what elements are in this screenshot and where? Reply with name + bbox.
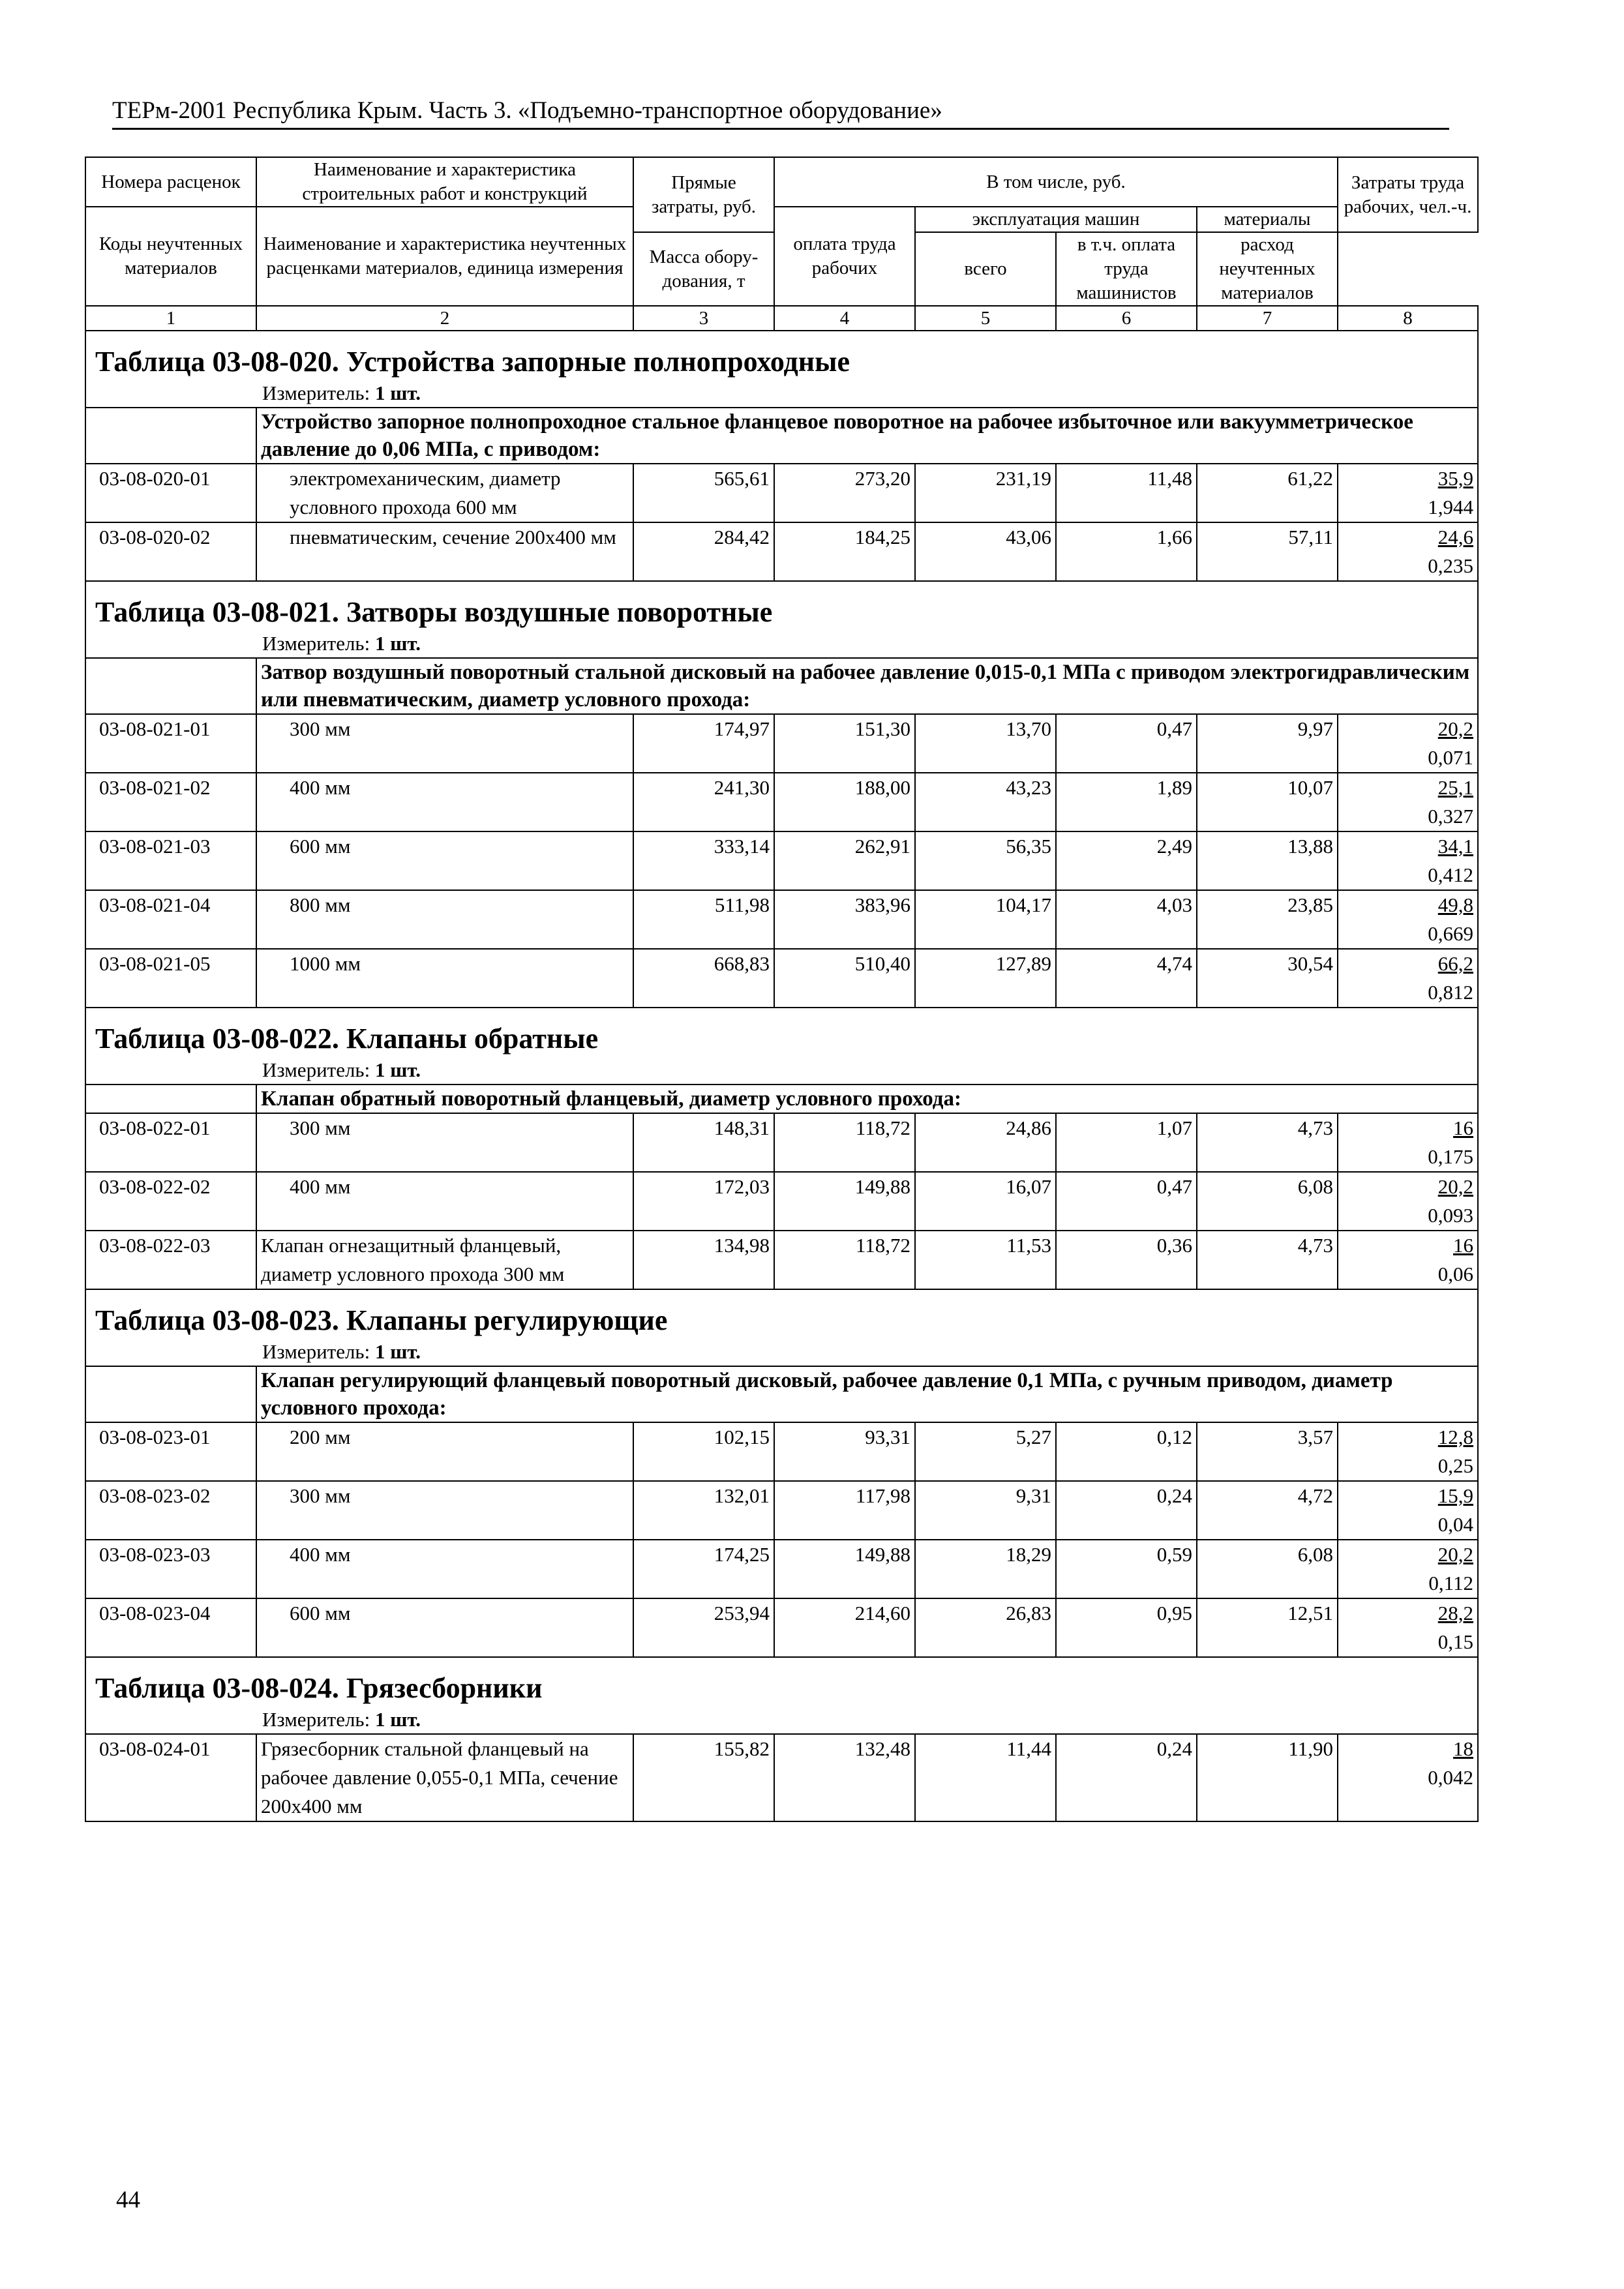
col-number: 4 bbox=[774, 306, 915, 331]
rate-name: Клапан огнезащитный фланцевый, диаметр условного прохода 300 мм bbox=[256, 1231, 633, 1289]
table-row bbox=[85, 714, 1478, 773]
labor-hours: 24,6 bbox=[1437, 526, 1473, 548]
section-spacer bbox=[85, 1085, 256, 1113]
section-spacer bbox=[85, 408, 256, 464]
rate-direct: 241,30 bbox=[633, 773, 774, 831]
col2-bottom-header: Наименование и характеристика неучтенных расценками материалов, единица измерения bbox=[256, 207, 633, 306]
section-row bbox=[85, 1366, 1478, 1422]
rate-labor-mass bbox=[1338, 831, 1478, 890]
rate-labor: 383,96 bbox=[774, 890, 915, 949]
labor-hours: 35,9 bbox=[1437, 467, 1473, 490]
rate-materials: 3,57 bbox=[1197, 1422, 1338, 1481]
table-row bbox=[85, 1734, 1478, 1821]
rate-direct: 134,98 bbox=[633, 1231, 774, 1289]
measure-unit-row bbox=[85, 1338, 1478, 1366]
rate-drivers: 4,03 bbox=[1056, 890, 1197, 949]
page-header: ТЕРм-2001 Республика Крым. Часть 3. «Подъемно-транспортное оборудование» bbox=[112, 97, 1449, 130]
rate-code: 03-08-021-03 bbox=[85, 831, 256, 890]
measure-unit-label: Измеритель: bbox=[262, 1708, 370, 1731]
rate-labor: 118,72 bbox=[774, 1113, 915, 1172]
rate-materials: 9,97 bbox=[1197, 714, 1338, 773]
table-title: Таблица 03-08-023. Клапаны регулирующие bbox=[85, 1289, 1478, 1338]
col-number: 5 bbox=[915, 306, 1056, 331]
rate-materials: 4,72 bbox=[1197, 1481, 1338, 1540]
col5-header: всего bbox=[915, 232, 1056, 306]
labor-hours: 18 bbox=[1453, 1737, 1473, 1760]
rate-labor-mass bbox=[1338, 464, 1478, 522]
rate-machines: 56,35 bbox=[915, 831, 1056, 890]
rate-code: 03-08-023-01 bbox=[85, 1422, 256, 1481]
rate-labor-mass bbox=[1338, 1481, 1478, 1540]
section-spacer bbox=[85, 658, 256, 714]
col-number: 6 bbox=[1056, 306, 1197, 331]
table-title-row bbox=[85, 1657, 1478, 1706]
rate-materials: 6,08 bbox=[1197, 1540, 1338, 1598]
labor-hours: 20,2 bbox=[1437, 1175, 1473, 1198]
measure-unit-value: 1 шт. bbox=[374, 1708, 421, 1731]
equipment-mass: 0,25 bbox=[1437, 1454, 1473, 1477]
rate-materials: 30,54 bbox=[1197, 949, 1338, 1008]
machines-header: эксплуатация машин bbox=[915, 207, 1197, 232]
rate-direct: 155,82 bbox=[633, 1734, 774, 1821]
rate-labor: 132,48 bbox=[774, 1734, 915, 1821]
labor-hours: 16 bbox=[1453, 1234, 1473, 1257]
measure-unit-value: 1 шт. bbox=[374, 1340, 421, 1363]
rate-code: 03-08-021-02 bbox=[85, 773, 256, 831]
rate-drivers: 0,59 bbox=[1056, 1540, 1197, 1598]
section-row bbox=[85, 1085, 1478, 1113]
rate-materials: 61,22 bbox=[1197, 464, 1338, 522]
rate-code: 03-08-021-04 bbox=[85, 890, 256, 949]
rate-materials: 4,73 bbox=[1197, 1113, 1338, 1172]
measure-unit-label: Измеритель: bbox=[262, 382, 370, 404]
equipment-mass: 0,04 bbox=[1437, 1513, 1473, 1536]
rate-name: 600 мм bbox=[256, 1598, 633, 1657]
rate-labor: 510,40 bbox=[774, 949, 915, 1008]
table-row bbox=[85, 1540, 1478, 1598]
rate-materials: 13,88 bbox=[1197, 831, 1338, 890]
rate-labor-mass bbox=[1338, 1598, 1478, 1657]
column-number-row bbox=[85, 306, 1478, 331]
col6-header: в т.ч. оплата труда машинистов bbox=[1056, 232, 1197, 306]
col-number: 7 bbox=[1197, 306, 1338, 331]
rate-labor-mass bbox=[1338, 1540, 1478, 1598]
equipment-mass: 0,812 bbox=[1428, 981, 1473, 1004]
rate-materials: 4,73 bbox=[1197, 1231, 1338, 1289]
rate-labor-mass bbox=[1338, 714, 1478, 773]
header-row-2 bbox=[85, 207, 1478, 232]
rates-table-body bbox=[85, 157, 1478, 1821]
rate-name: 400 мм bbox=[256, 1540, 633, 1598]
rate-drivers: 1,89 bbox=[1056, 773, 1197, 831]
equipment-mass: 0,175 bbox=[1428, 1145, 1473, 1168]
rate-machines: 5,27 bbox=[915, 1422, 1056, 1481]
section-description: Клапан обратный поворотный фланцевый, диаметр условного прохода: bbox=[256, 1085, 1478, 1113]
rate-machines: 26,83 bbox=[915, 1598, 1056, 1657]
equipment-mass: 0,412 bbox=[1428, 863, 1473, 886]
rate-labor: 262,91 bbox=[774, 831, 915, 890]
equipment-mass: 0,071 bbox=[1428, 746, 1473, 769]
rate-drivers: 0,24 bbox=[1056, 1734, 1197, 1821]
rate-drivers: 4,74 bbox=[1056, 949, 1197, 1008]
rate-code: 03-08-020-02 bbox=[85, 522, 256, 581]
table-row bbox=[85, 890, 1478, 949]
col1-top-header: Номера расценок bbox=[85, 157, 256, 207]
rate-labor: 93,31 bbox=[774, 1422, 915, 1481]
section-row bbox=[85, 658, 1478, 714]
rate-machines: 104,17 bbox=[915, 890, 1056, 949]
measure-unit bbox=[85, 1338, 1478, 1366]
rate-labor: 149,88 bbox=[774, 1172, 915, 1231]
section-row bbox=[85, 408, 1478, 464]
section-description: Клапан регулирующий фланцевый поворотный дисковый, рабочее давление 0,1 МПа, с ручным приводом, диаметр условного прохода: bbox=[256, 1366, 1478, 1422]
col-number: 1 bbox=[85, 306, 256, 331]
rate-labor: 184,25 bbox=[774, 522, 915, 581]
rate-labor-mass bbox=[1338, 773, 1478, 831]
rate-labor-mass bbox=[1338, 1734, 1478, 1821]
col1-bottom-header: Коды неучтенных материалов bbox=[85, 207, 256, 306]
col-number: 8 bbox=[1338, 306, 1478, 331]
rate-direct: 102,15 bbox=[633, 1422, 774, 1481]
measure-unit-value: 1 шт. bbox=[374, 1058, 421, 1081]
measure-unit-row bbox=[85, 380, 1478, 408]
rate-code: 03-08-022-03 bbox=[85, 1231, 256, 1289]
rate-labor-mass bbox=[1338, 890, 1478, 949]
section-description: Устройство запорное полнопроходное стальное фланцевое поворотное на рабочее избыточное или вакуумметрическое давление до 0,06 МПа, с приводом: bbox=[256, 408, 1478, 464]
equipment-mass: 0,235 bbox=[1428, 554, 1473, 577]
col7-header: расход неучтенных материалов bbox=[1197, 232, 1338, 306]
measure-unit-label: Измеритель: bbox=[262, 1058, 370, 1081]
measure-unit-row bbox=[85, 630, 1478, 658]
rate-machines: 13,70 bbox=[915, 714, 1056, 773]
table-title-row bbox=[85, 331, 1478, 380]
labor-hours: 66,2 bbox=[1437, 952, 1473, 975]
rate-drivers: 0,47 bbox=[1056, 1172, 1197, 1231]
rate-labor-mass bbox=[1338, 1422, 1478, 1481]
labor-hours: 12,8 bbox=[1437, 1426, 1473, 1448]
rate-drivers: 1,07 bbox=[1056, 1113, 1197, 1172]
table-row bbox=[85, 1422, 1478, 1481]
rate-materials: 23,85 bbox=[1197, 890, 1338, 949]
rate-drivers: 0,95 bbox=[1056, 1598, 1197, 1657]
equipment-mass: 0,669 bbox=[1428, 922, 1473, 945]
including-header: В том числе, руб. bbox=[774, 157, 1338, 207]
rate-drivers: 11,48 bbox=[1056, 464, 1197, 522]
table-row bbox=[85, 1113, 1478, 1172]
rate-labor: 118,72 bbox=[774, 1231, 915, 1289]
rate-direct: 284,42 bbox=[633, 522, 774, 581]
labor-hours: 20,2 bbox=[1437, 717, 1473, 740]
rate-name: электромеханическим, диаметр условного прохода 600 мм bbox=[256, 464, 633, 522]
table-row bbox=[85, 464, 1478, 522]
materials-header: материалы bbox=[1197, 207, 1338, 232]
table-title-row bbox=[85, 1008, 1478, 1056]
rate-materials: 12,51 bbox=[1197, 1598, 1338, 1657]
measure-unit bbox=[85, 630, 1478, 658]
rate-code: 03-08-021-01 bbox=[85, 714, 256, 773]
labor-hours: 16 bbox=[1453, 1116, 1473, 1139]
measure-unit-row bbox=[85, 1056, 1478, 1085]
rate-drivers: 0,24 bbox=[1056, 1481, 1197, 1540]
table-row bbox=[85, 949, 1478, 1008]
rate-name: 300 мм bbox=[256, 714, 633, 773]
labor-hours: 49,8 bbox=[1437, 893, 1473, 916]
rate-direct: 172,03 bbox=[633, 1172, 774, 1231]
rate-name: 600 мм bbox=[256, 831, 633, 890]
col8-bottom-header: Масса обору-дования, т bbox=[633, 232, 774, 306]
rate-labor: 149,88 bbox=[774, 1540, 915, 1598]
rate-labor: 117,98 bbox=[774, 1481, 915, 1540]
rate-code: 03-08-020-01 bbox=[85, 464, 256, 522]
table-row bbox=[85, 831, 1478, 890]
rate-direct: 668,83 bbox=[633, 949, 774, 1008]
rate-materials: 6,08 bbox=[1197, 1172, 1338, 1231]
measure-unit-label: Измеритель: bbox=[262, 632, 370, 655]
equipment-mass: 0,327 bbox=[1428, 805, 1473, 828]
section-description: Затвор воздушный поворотный стальной дисковый на рабочее давление 0,015-0,1 МПа с приводом электрогидравлическим или пневматическим, диаметр условного прохода: bbox=[256, 658, 1478, 714]
col3-header: Прямые затраты, руб. bbox=[633, 157, 774, 232]
section-spacer bbox=[85, 1366, 256, 1422]
rate-name: 300 мм bbox=[256, 1481, 633, 1540]
measure-unit-value: 1 шт. bbox=[374, 382, 421, 404]
table-title-row bbox=[85, 581, 1478, 630]
col8-top-header: Затраты труда рабочих, чел.-ч. bbox=[1338, 157, 1478, 232]
rate-drivers: 0,47 bbox=[1056, 714, 1197, 773]
header-row-1 bbox=[85, 157, 1478, 207]
rate-code: 03-08-021-05 bbox=[85, 949, 256, 1008]
rate-name: 400 мм bbox=[256, 1172, 633, 1231]
rate-drivers: 2,49 bbox=[1056, 831, 1197, 890]
measure-unit bbox=[85, 1706, 1478, 1734]
rate-machines: 127,89 bbox=[915, 949, 1056, 1008]
rate-code: 03-08-022-01 bbox=[85, 1113, 256, 1172]
rate-labor-mass bbox=[1338, 1113, 1478, 1172]
rate-code: 03-08-023-02 bbox=[85, 1481, 256, 1540]
rate-drivers: 0,12 bbox=[1056, 1422, 1197, 1481]
rate-direct: 174,25 bbox=[633, 1540, 774, 1598]
table-row bbox=[85, 1598, 1478, 1657]
table-row bbox=[85, 1231, 1478, 1289]
rate-labor-mass bbox=[1338, 1172, 1478, 1231]
col2-top-header: Наименование и характеристика строительных работ и конструкций bbox=[256, 157, 633, 207]
page-number: 44 bbox=[116, 2187, 140, 2213]
rate-labor: 151,30 bbox=[774, 714, 915, 773]
col-number: 2 bbox=[256, 306, 633, 331]
rate-drivers: 1,66 bbox=[1056, 522, 1197, 581]
rate-machines: 24,86 bbox=[915, 1113, 1056, 1172]
rate-code: 03-08-022-02 bbox=[85, 1172, 256, 1231]
measure-unit-row bbox=[85, 1706, 1478, 1734]
rate-direct: 174,97 bbox=[633, 714, 774, 773]
equipment-mass: 0,112 bbox=[1428, 1572, 1473, 1594]
rate-direct: 333,14 bbox=[633, 831, 774, 890]
equipment-mass: 0,042 bbox=[1428, 1766, 1473, 1789]
rate-machines: 231,19 bbox=[915, 464, 1056, 522]
equipment-mass: 0,093 bbox=[1428, 1204, 1473, 1227]
rate-labor: 188,00 bbox=[774, 773, 915, 831]
rate-name: 300 мм bbox=[256, 1113, 633, 1172]
table-row bbox=[85, 522, 1478, 581]
rate-materials: 57,11 bbox=[1197, 522, 1338, 581]
labor-hours: 25,1 bbox=[1437, 776, 1473, 799]
rate-machines: 43,23 bbox=[915, 773, 1056, 831]
rate-drivers: 0,36 bbox=[1056, 1231, 1197, 1289]
rate-code: 03-08-024-01 bbox=[85, 1734, 256, 1821]
table-row bbox=[85, 1481, 1478, 1540]
rate-materials: 11,90 bbox=[1197, 1734, 1338, 1821]
rate-direct: 511,98 bbox=[633, 890, 774, 949]
rate-labor-mass bbox=[1338, 949, 1478, 1008]
rate-direct: 132,01 bbox=[633, 1481, 774, 1540]
rate-labor-mass bbox=[1338, 522, 1478, 581]
measure-unit bbox=[85, 1056, 1478, 1085]
rate-name: Грязесборник стальной фланцевый на рабочее давление 0,055-0,1 МПа, сечение 200х400 мм bbox=[256, 1734, 633, 1821]
rate-machines: 43,06 bbox=[915, 522, 1056, 581]
rate-direct: 253,94 bbox=[633, 1598, 774, 1657]
rate-name: пневматическим, сечение 200х400 мм bbox=[256, 522, 633, 581]
table-title: Таблица 03-08-022. Клапаны обратные bbox=[85, 1008, 1478, 1056]
table-row bbox=[85, 1172, 1478, 1231]
rate-name: 200 мм bbox=[256, 1422, 633, 1481]
rate-name: 800 мм bbox=[256, 890, 633, 949]
col4-header: оплата труда рабочих bbox=[774, 207, 915, 306]
table-title-row bbox=[85, 1289, 1478, 1338]
table-title: Таблица 03-08-020. Устройства запорные полнопроходные bbox=[85, 331, 1478, 380]
labor-hours: 15,9 bbox=[1437, 1484, 1473, 1507]
table-title: Таблица 03-08-021. Затворы воздушные поворотные bbox=[85, 581, 1478, 630]
rate-name: 400 мм bbox=[256, 773, 633, 831]
rate-machines: 18,29 bbox=[915, 1540, 1056, 1598]
rate-name: 1000 мм bbox=[256, 949, 633, 1008]
rate-direct: 148,31 bbox=[633, 1113, 774, 1172]
rate-materials: 10,07 bbox=[1197, 773, 1338, 831]
labor-hours: 34,1 bbox=[1437, 835, 1473, 858]
rate-labor-mass bbox=[1338, 1231, 1478, 1289]
measure-unit-value: 1 шт. bbox=[374, 632, 421, 655]
measure-unit bbox=[85, 380, 1478, 408]
rate-machines: 11,44 bbox=[915, 1734, 1056, 1821]
measure-unit-label: Измеритель: bbox=[262, 1340, 370, 1363]
rate-code: 03-08-023-03 bbox=[85, 1540, 256, 1598]
equipment-mass: 0,06 bbox=[1437, 1263, 1473, 1285]
rate-machines: 16,07 bbox=[915, 1172, 1056, 1231]
equipment-mass: 1,944 bbox=[1428, 496, 1473, 518]
col-number: 3 bbox=[633, 306, 774, 331]
rate-code: 03-08-023-04 bbox=[85, 1598, 256, 1657]
rate-machines: 9,31 bbox=[915, 1481, 1056, 1540]
rates-table bbox=[85, 157, 1479, 1822]
table-title: Таблица 03-08-024. Грязесборники bbox=[85, 1657, 1478, 1706]
rate-labor: 214,60 bbox=[774, 1598, 915, 1657]
rate-labor: 273,20 bbox=[774, 464, 915, 522]
rate-machines: 11,53 bbox=[915, 1231, 1056, 1289]
equipment-mass: 0,15 bbox=[1437, 1630, 1473, 1653]
table-row bbox=[85, 773, 1478, 831]
rate-direct: 565,61 bbox=[633, 464, 774, 522]
labor-hours: 28,2 bbox=[1437, 1602, 1473, 1624]
labor-hours: 20,2 bbox=[1437, 1543, 1473, 1566]
